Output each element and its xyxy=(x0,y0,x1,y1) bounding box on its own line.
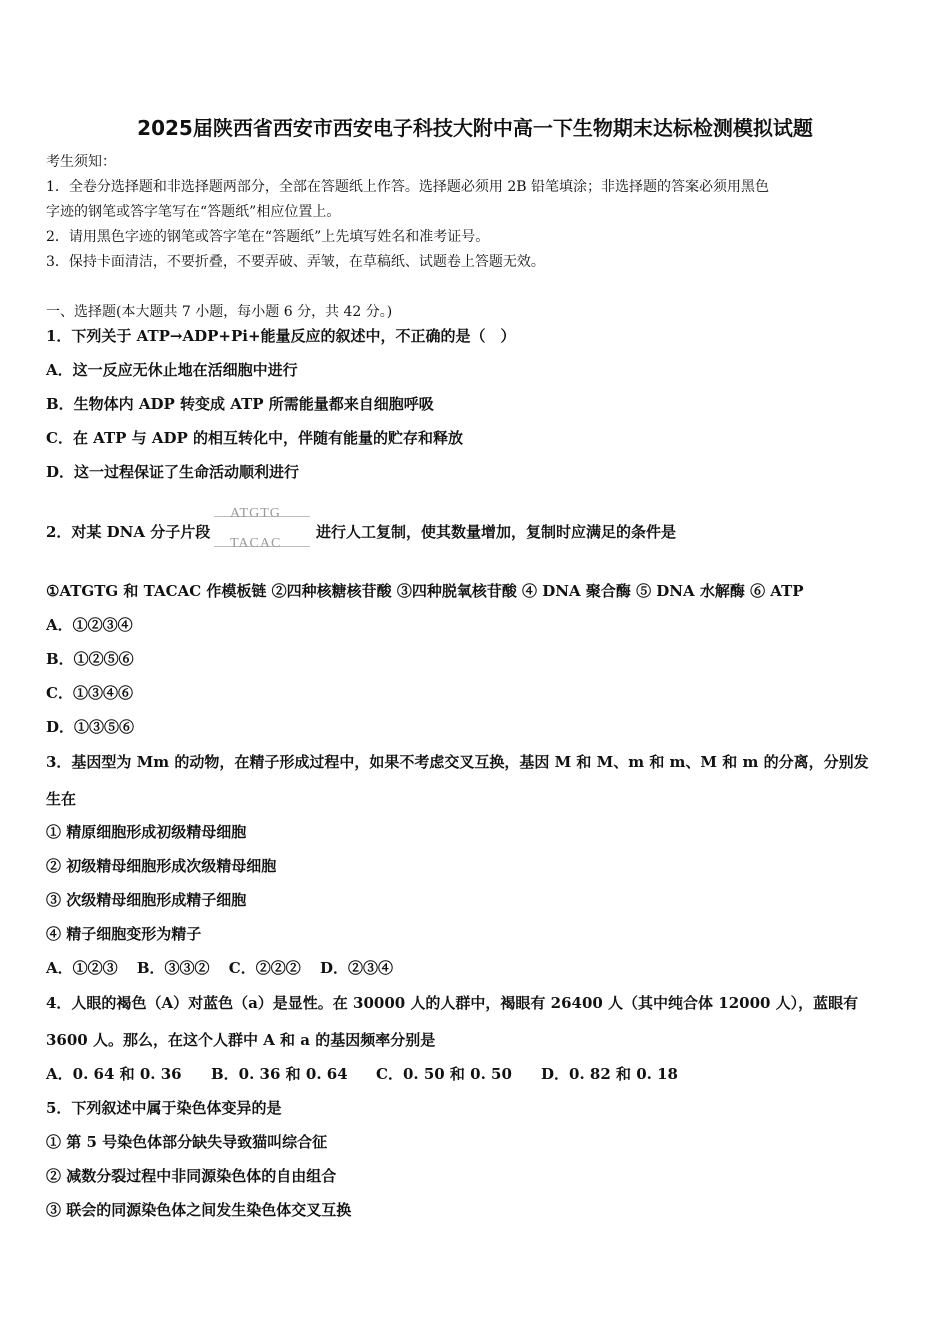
question-4-stem-cont: 3600 人。那么，在这个人群中 A 和 a 的基因频率分别是 xyxy=(46,1031,436,1049)
q4-option-b: B．0. 36 和 0. 64 xyxy=(211,1065,348,1083)
q3-item: ② 初级精母细胞形成次级精母细胞 xyxy=(46,857,277,875)
notice-heading: 考生须知： xyxy=(46,154,116,170)
notice-item: 3．保持卡面清洁，不要折叠，不要弄破、弄皱，在草稿纸、试题卷上答题无效。 xyxy=(46,254,545,270)
q2-option-d: D．①③⑤⑥ xyxy=(46,718,135,736)
dna-top-strand: ATGTG xyxy=(230,506,281,521)
q4-options xyxy=(46,1064,678,1084)
q5-item: ② 减数分裂过程中非同源染色体的自由组合 xyxy=(46,1167,337,1185)
question-2-stem-before: 2．对某 DNA 分子片段 xyxy=(46,523,211,541)
notice-item: 2．请用黑色字迹的钢笔或答字笔在“答题纸”上先填写姓名和准考证号。 xyxy=(46,229,490,245)
q3-item: ① 精原细胞形成初级精母细胞 xyxy=(46,823,247,841)
section-heading: 一、选择题(本大题共 7 小题，每小题 6 分，共 42 分。) xyxy=(46,304,393,320)
notice-item: 1．全卷分选择题和非选择题两部分，全部在答题纸上作答。选择题必须用 2B 铅笔填涂；非选择题的答案必须用黑色 xyxy=(46,179,769,195)
q2-option-b: B．①②⑤⑥ xyxy=(46,650,134,668)
q5-item: ① 第 5 号染色体部分缺失导致猫叫综合征 xyxy=(46,1133,328,1151)
q3-option-c: C．②②② xyxy=(228,959,301,977)
question-2-stem-after: 进行人工复制，使其数量增加，复制时应满足的条件是 xyxy=(316,523,677,541)
page-title: 2025届陕西省西安市西安电子科技大附中高一下生物期末达标检测模拟试题 xyxy=(137,116,813,140)
question-4-stem: 4．人眼的褐色（A）对蓝色（a）是显性。在 30000 人的人群中，褐眼有 26400 人（其中纯合体 12000 人），蓝眼有 xyxy=(46,994,859,1012)
q3-option-b: B．③③② xyxy=(136,959,210,977)
q2-option-c: C．①③④⑥ xyxy=(46,684,133,702)
q1-option-c: C．在 ATP 与 ADP 的相互转化中，伴随有能量的贮存和释放 xyxy=(46,429,464,447)
q2-option-a: A．①②③④ xyxy=(46,616,133,634)
q1-option-a: A．这一反应无休止地在活细胞中进行 xyxy=(46,361,298,379)
question-1-stem: 1．下列关于 ATP→ADP+Pi+能量反应的叙述中，不正确的是（ ） xyxy=(46,327,516,345)
q4-option-a: A．0. 64 和 0. 36 xyxy=(46,1065,182,1083)
q3-item: ③ 次级精母细胞形成精子细胞 xyxy=(46,891,247,909)
q3-item: ④ 精子细胞变形为精子 xyxy=(46,925,202,943)
q4-option-d: D．0. 82 和 0. 18 xyxy=(541,1065,678,1083)
q3-option-d: D．②③④ xyxy=(319,959,393,977)
notice-item: 字迹的钢笔或答字笔写在“答题纸”相应位置上。 xyxy=(46,204,341,220)
q2-conditions: ①ATGTG 和 TACAC 作模板链 ②四种核糖核苷酸 ③四种脱氧核苷酸 ④ DNA 聚合酶 ⑤ DNA 水解酶 ⑥ ATP xyxy=(46,582,804,600)
dna-bottom-strand: TACAC xyxy=(230,536,282,551)
q3-option-a: A．①②③ xyxy=(46,959,118,977)
question-3-stem-cont: 生在 xyxy=(46,790,77,808)
dna-fragment-figure xyxy=(214,503,310,559)
q4-option-c: C．0. 50 和 0. 50 xyxy=(376,1065,512,1083)
question-3-stem: 3．基因型为 Mm 的动物，在精子形成过程中，如果不考虑交叉互换，基因 M 和 M、m 和 m、M 和 m 的分离，分别发 xyxy=(46,753,869,771)
q3-options xyxy=(46,958,393,978)
q1-option-b: B．生物体内 ADP 转变成 ATP 所需能量都来自细胞呼吸 xyxy=(46,395,434,413)
q1-option-d: D．这一过程保证了生命活动顺利进行 xyxy=(46,463,300,481)
question-5-stem: 5．下列叙述中属于染色体变异的是 xyxy=(46,1099,282,1117)
q5-item: ③ 联会的同源染色体之间发生染色体交叉互换 xyxy=(46,1201,352,1219)
